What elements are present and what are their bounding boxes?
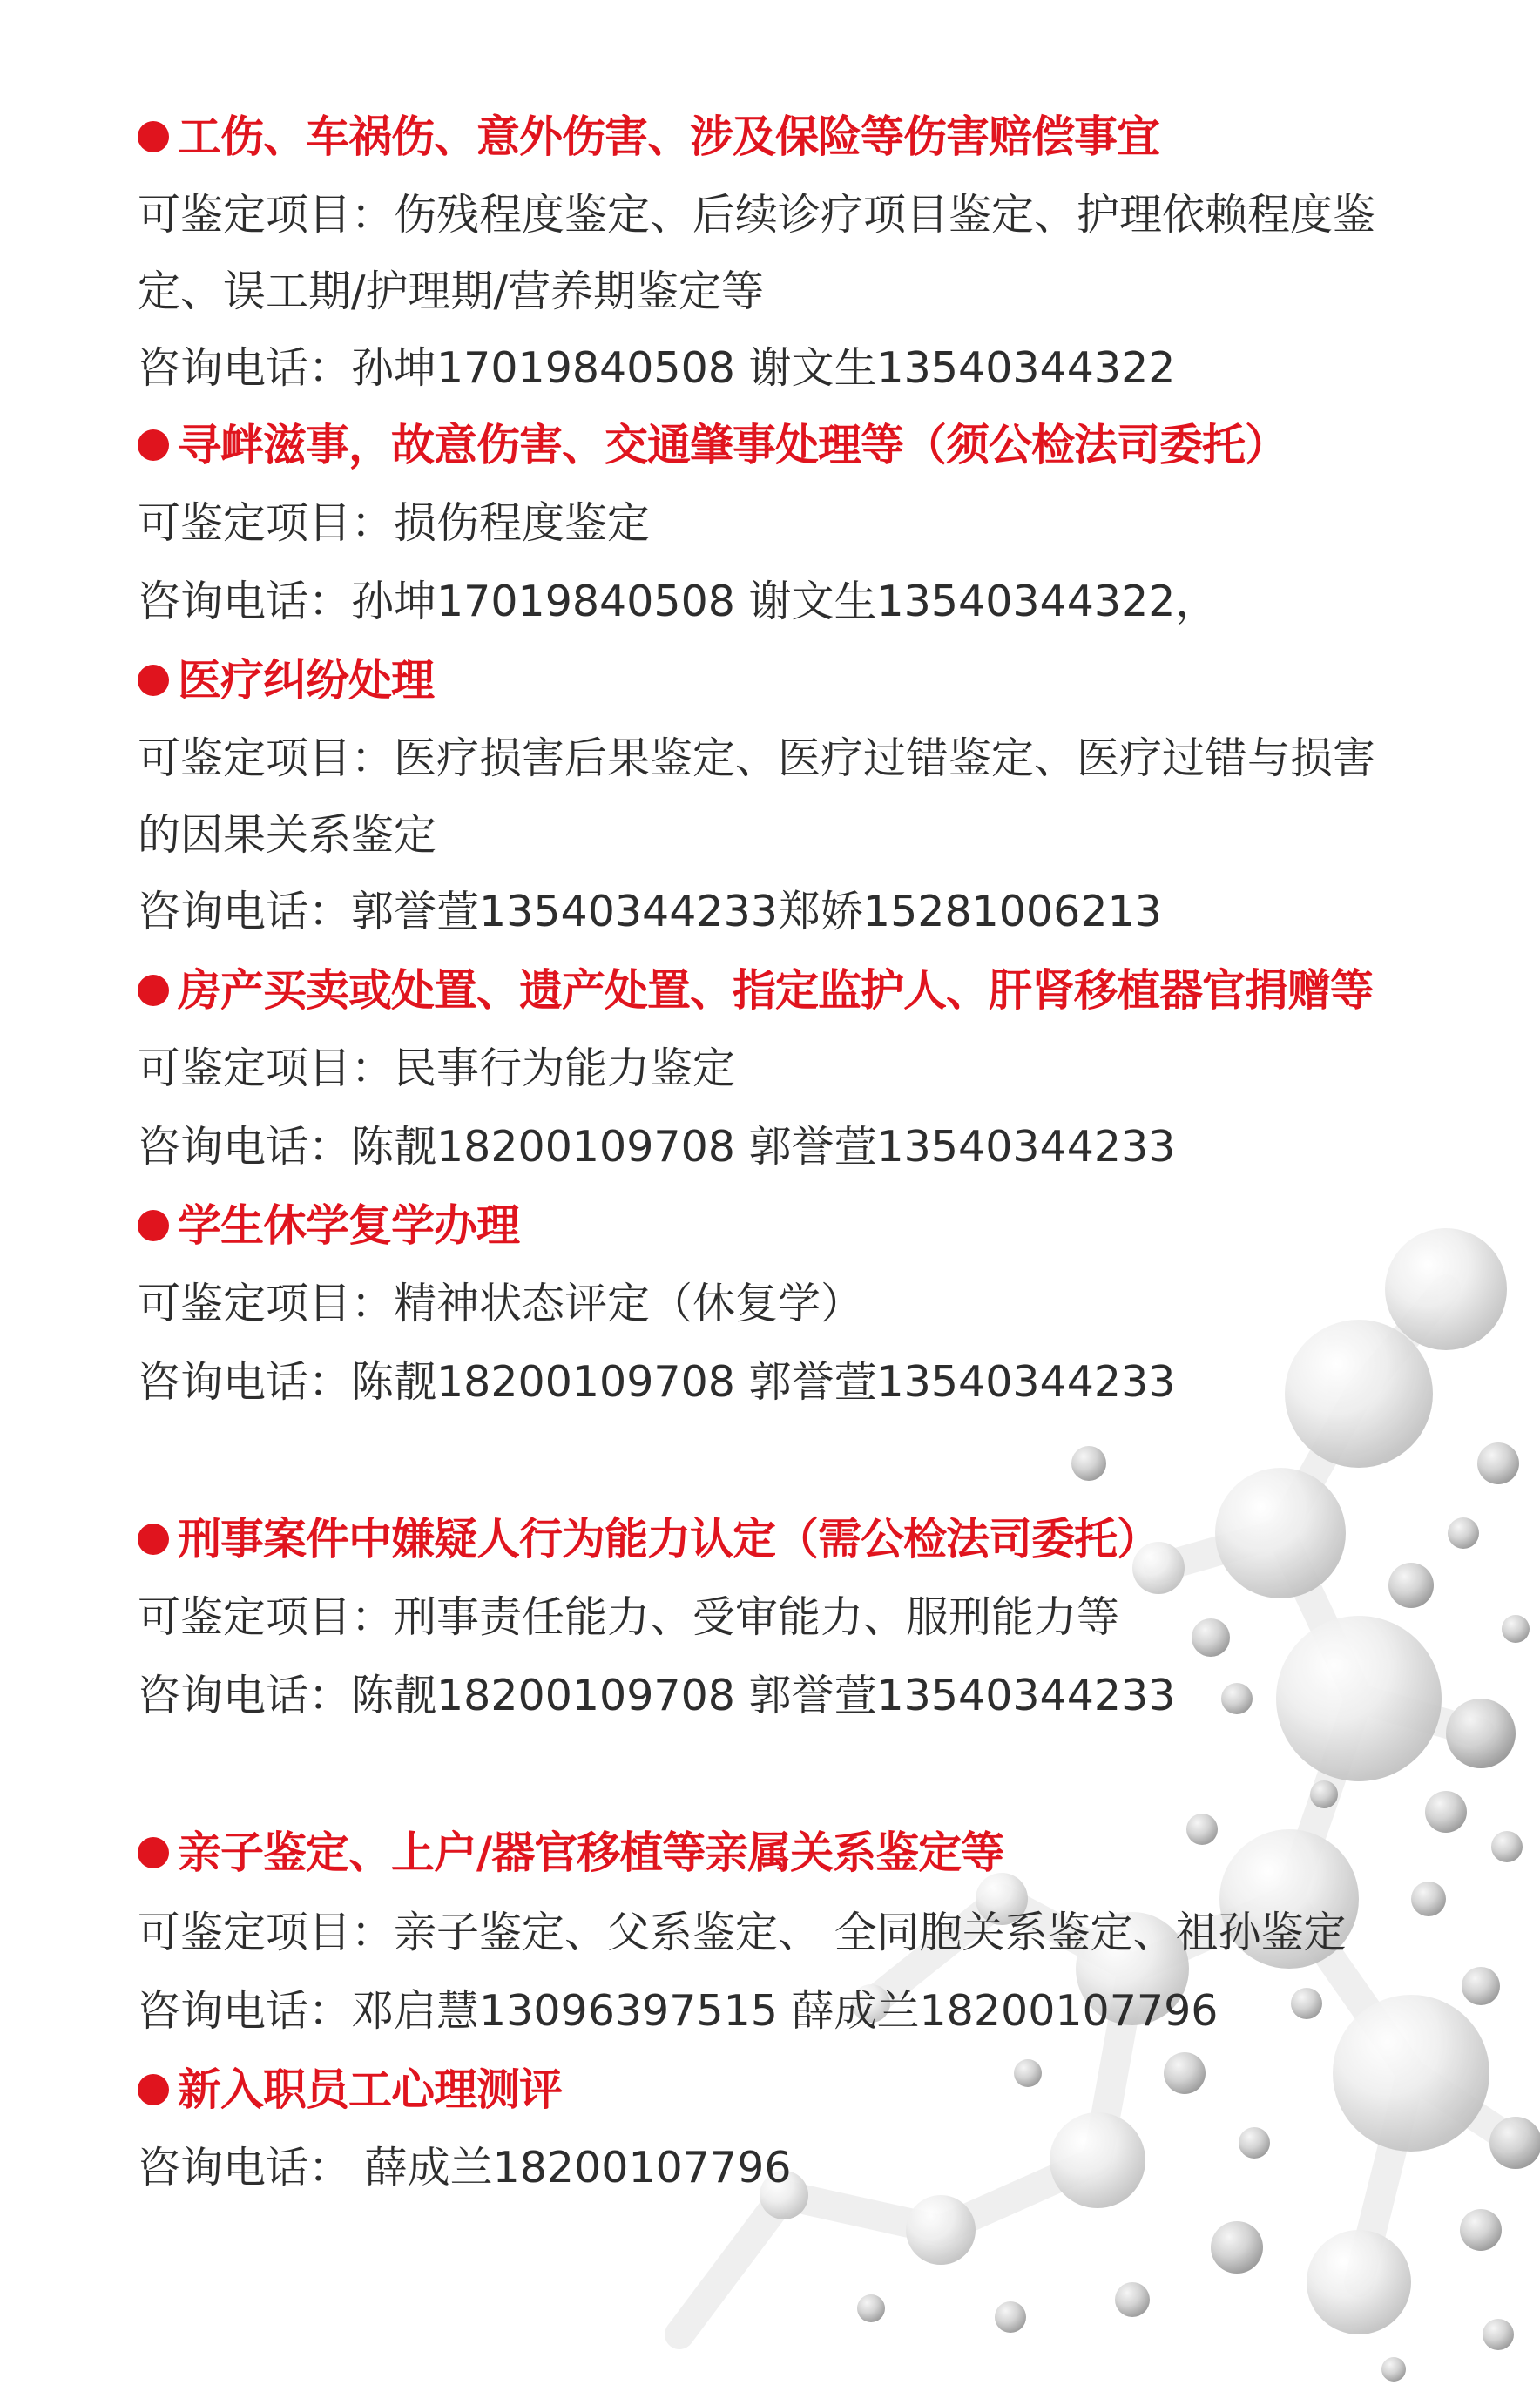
section-heading-injury-degree xyxy=(138,420,1496,470)
heading-text: 房产买卖或处置、遗产处置、指定监护人、肝肾移植器官捐赠等 xyxy=(178,965,1373,1016)
items-line: 的因果关系鉴定 xyxy=(138,810,437,860)
items-line: 可鉴定项目：民事行为能力鉴定 xyxy=(138,1044,736,1093)
contact-line: 咨询电话：邓启慧13096397515 薛成兰18200107796 xyxy=(138,1986,1219,2036)
red-dot-icon xyxy=(138,975,169,1006)
section-heading-kinship xyxy=(138,1828,1496,1878)
heading-text: 学生休学复学办理 xyxy=(178,1200,519,1251)
heading-text: 新入职员工心理测评 xyxy=(178,2064,562,2115)
red-dot-icon xyxy=(138,1837,169,1868)
contact-line: 咨询电话：陈靓18200109708 郭誉萱13540344233 xyxy=(138,1122,1176,1172)
contact-line: 咨询电话：陈靓18200109708 郭誉萱13540344233 xyxy=(138,1671,1176,1720)
contact-line: 咨询电话：郭誉萱13540344233郑娇15281006213 xyxy=(138,887,1162,936)
section-heading-employee-psych-test xyxy=(138,2064,1496,2115)
red-dot-icon xyxy=(138,121,169,152)
heading-text: 医疗纠纷处理 xyxy=(178,655,434,706)
items-line: 可鉴定项目：损伤程度鉴定 xyxy=(138,498,651,548)
red-dot-icon xyxy=(138,1524,169,1555)
section-heading-medical-dispute xyxy=(138,655,1496,706)
items-line: 可鉴定项目：亲子鉴定、父系鉴定、 全同胞关系鉴定、祖孙鉴定 xyxy=(138,1908,1347,1957)
section-heading-injury-compensation xyxy=(138,111,1496,162)
items-line: 可鉴定项目：刑事责任能力、受审能力、服刑能力等 xyxy=(138,1592,1120,1642)
red-dot-icon xyxy=(138,429,169,461)
contact-line: 咨询电话：陈靓18200109708 郭誉萱13540344233 xyxy=(138,1357,1176,1407)
items-line: 可鉴定项目：医疗损害后果鉴定、医疗过错鉴定、医疗过错与损害 xyxy=(138,733,1376,783)
heading-text: 刑事案件中嫌疑人行为能力认定（需公检法司委托） xyxy=(178,1514,1159,1564)
section-heading-criminal-capacity xyxy=(138,1514,1496,1564)
section-heading-civil-capacity xyxy=(138,965,1496,1016)
contact-line: 咨询电话：孙坤17019840508 谢文生13540344322 xyxy=(138,343,1176,393)
items-line: 可鉴定项目：精神状态评定（休复学） xyxy=(138,1279,864,1328)
section-heading-student-leave xyxy=(138,1200,1496,1251)
heading-text: 寻衅滋事，故意伤害、交通肇事处理等（须公检法司委托） xyxy=(178,420,1287,470)
red-dot-icon xyxy=(138,665,169,696)
heading-text: 亲子鉴定、上户/器官移植等亲属关系鉴定等 xyxy=(178,1828,1004,1878)
heading-text: 工伤、车祸伤、意外伤害、涉及保险等伤害赔偿事宜 xyxy=(178,111,1159,162)
red-dot-icon xyxy=(138,1210,169,1241)
contact-line: 咨询电话：孙坤17019840508 谢文生13540344322， xyxy=(138,577,1219,626)
items-line: 定、误工期/护理期/营养期鉴定等 xyxy=(138,267,765,316)
red-dot-icon xyxy=(138,2074,169,2105)
items-line: 可鉴定项目：伤残程度鉴定、后续诊疗项目鉴定、护理依赖程度鉴 xyxy=(138,190,1376,240)
contact-line: 咨询电话： 薛成兰18200107796 xyxy=(138,2143,792,2192)
